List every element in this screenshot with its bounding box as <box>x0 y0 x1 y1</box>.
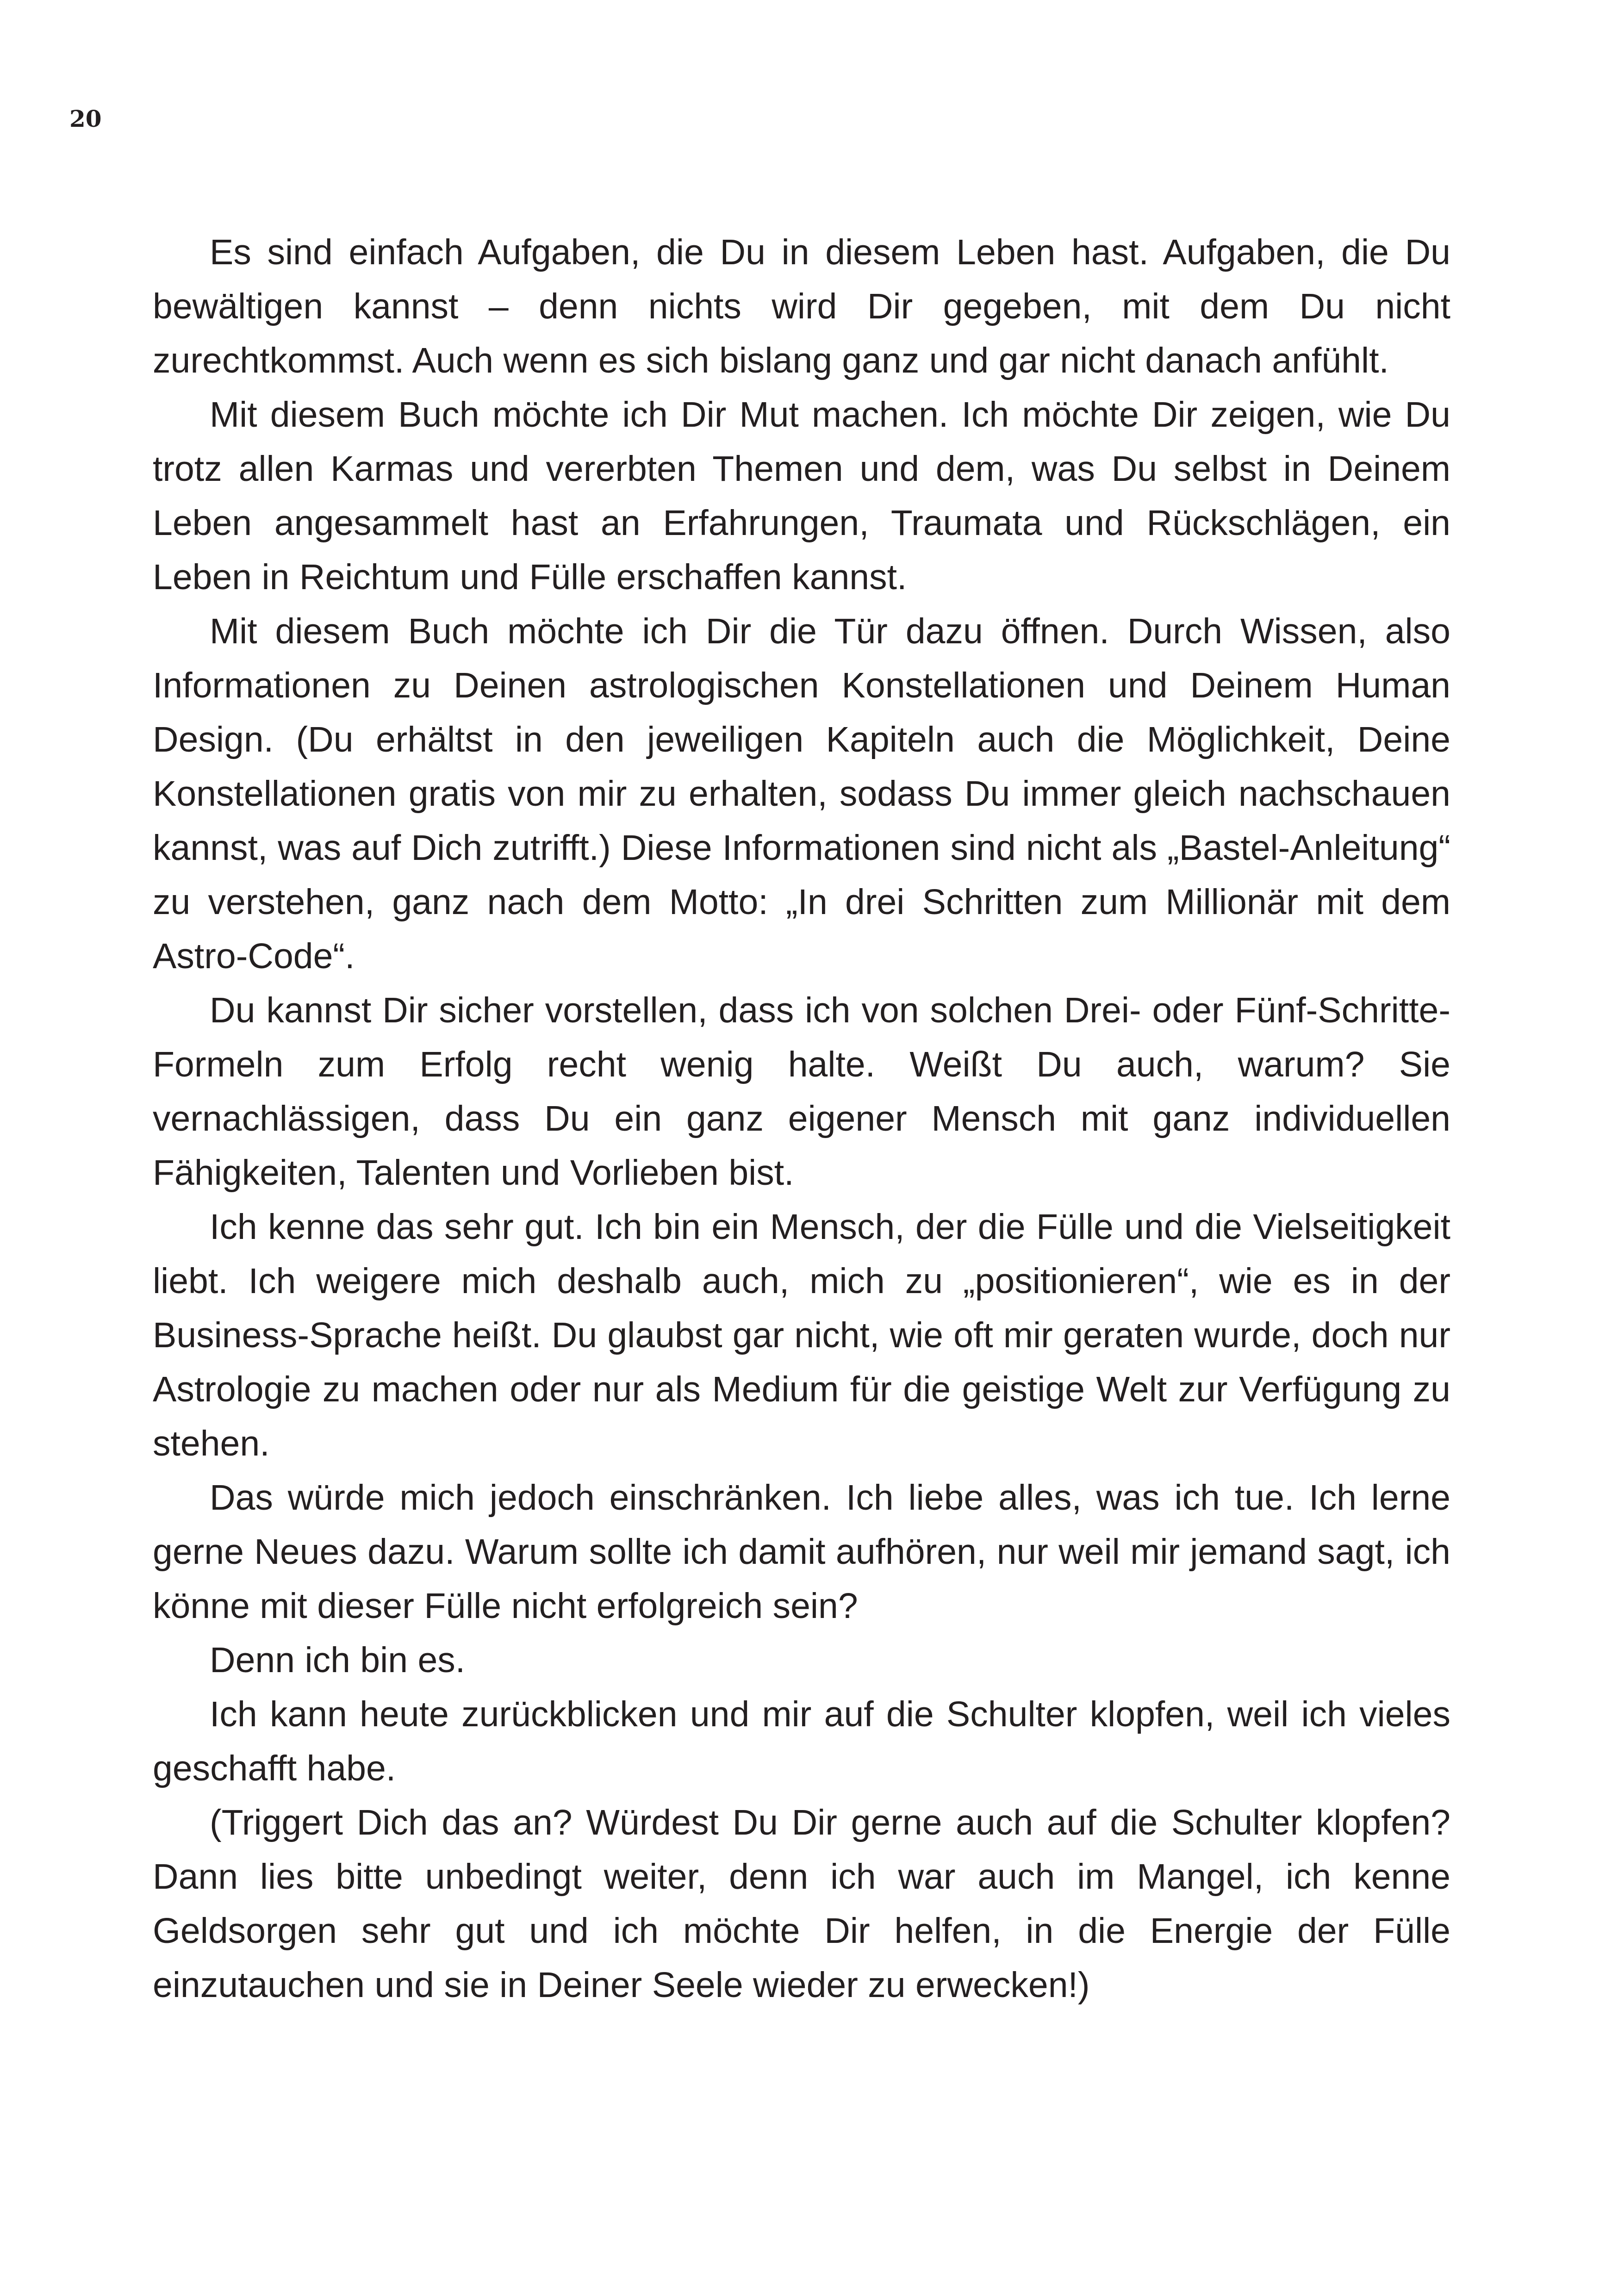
paragraph-7: Denn ich bin es. <box>210 1640 466 1680</box>
paragraph-1: Es sind einfach Aufgaben, die Du in diesem Leben hast. Aufgaben, die Du bewältigen kannst – denn nichts wird Dir gegeben, mit dem Du nicht zurechtkommst. Auch wenn es sich bislang ganz und gar nicht danach anfühlt. <box>153 232 1450 380</box>
paragraph-6: Das würde mich jedoch einschränken. Ich liebe alles, was ich tue. Ich lerne gerne Neues dazu. Warum sollte ich damit aufhören, nur weil mir jemand sagt, ich könne mit dieser Fülle nicht erfolgreich sein? <box>153 1478 1450 1626</box>
body-text <box>153 225 1450 2012</box>
paragraph-4: Du kannst Dir sicher vorstellen, dass ich von solchen Drei- oder Fünf-Schritte-Formeln zum Erfolg recht wenig halte. Weißt Du auch, warum? Sie vernachlässigen, dass Du ein ganz eigener Mensch mit ganz individuellen Fähigkeiten, Talenten und Vorlieben bist. <box>153 990 1450 1193</box>
paragraph-8: Ich kann heute zurückblicken und mir auf die Schulter klopfen, weil ich vieles geschafft habe. <box>153 1694 1450 1788</box>
paragraph-3: Mit diesem Buch möchte ich Dir die Tür dazu öffnen. Durch Wissen, also Informationen zu Deinen astrologischen Konstellationen und Deinem Human Design. (Du erhältst in den jeweiligen Kapiteln auch die Möglichkeit, Deine Konstellationen gratis von mir zu erhalten, sodass Du immer gleich nachschauen kannst, was auf Dich zutrifft.) Diese Informationen sind nicht als „Bastel-Anleitung“ zu verstehen, ganz nach dem Motto: „In drei Schritten zum Millionär mit dem Astro-Code“. <box>153 611 1450 976</box>
page-number: 20 <box>69 105 102 132</box>
paragraph-9: (Triggert Dich das an? Würdest Du Dir gerne auch auf die Schulter klopfen? Dann lies bitte unbedingt weiter, denn ich war auch im Mangel, ich kenne Geldsorgen sehr gut und ich möchte Dir helfen, in die Energie der Fülle einzutauchen und sie in Deiner Seele wieder zu erwecken!) <box>153 1803 1450 2005</box>
paragraph-2: Mit diesem Buch möchte ich Dir Mut machen. Ich möchte Dir zeigen, wie Du trotz allen Karmas und vererbten Themen und dem, was Du selbst in Deinem Leben angesammelt hast an Erfahrungen, Traumata und Rückschlägen, ein Leben in Reichtum und Fülle erschaffen kannst. <box>153 395 1450 597</box>
paragraph-5: Ich kenne das sehr gut. Ich bin ein Mensch, der die Fülle und die Vielseitigkeit liebt. Ich weigere mich deshalb auch, mich zu „positionieren“, wie es in der Business-Sprache heißt. Du glaubst gar nicht, wie oft mir geraten wurde, doch nur Astrologie zu machen oder nur als Medium für die geistige Welt zur Verfügung zu stehen. <box>153 1207 1450 1463</box>
